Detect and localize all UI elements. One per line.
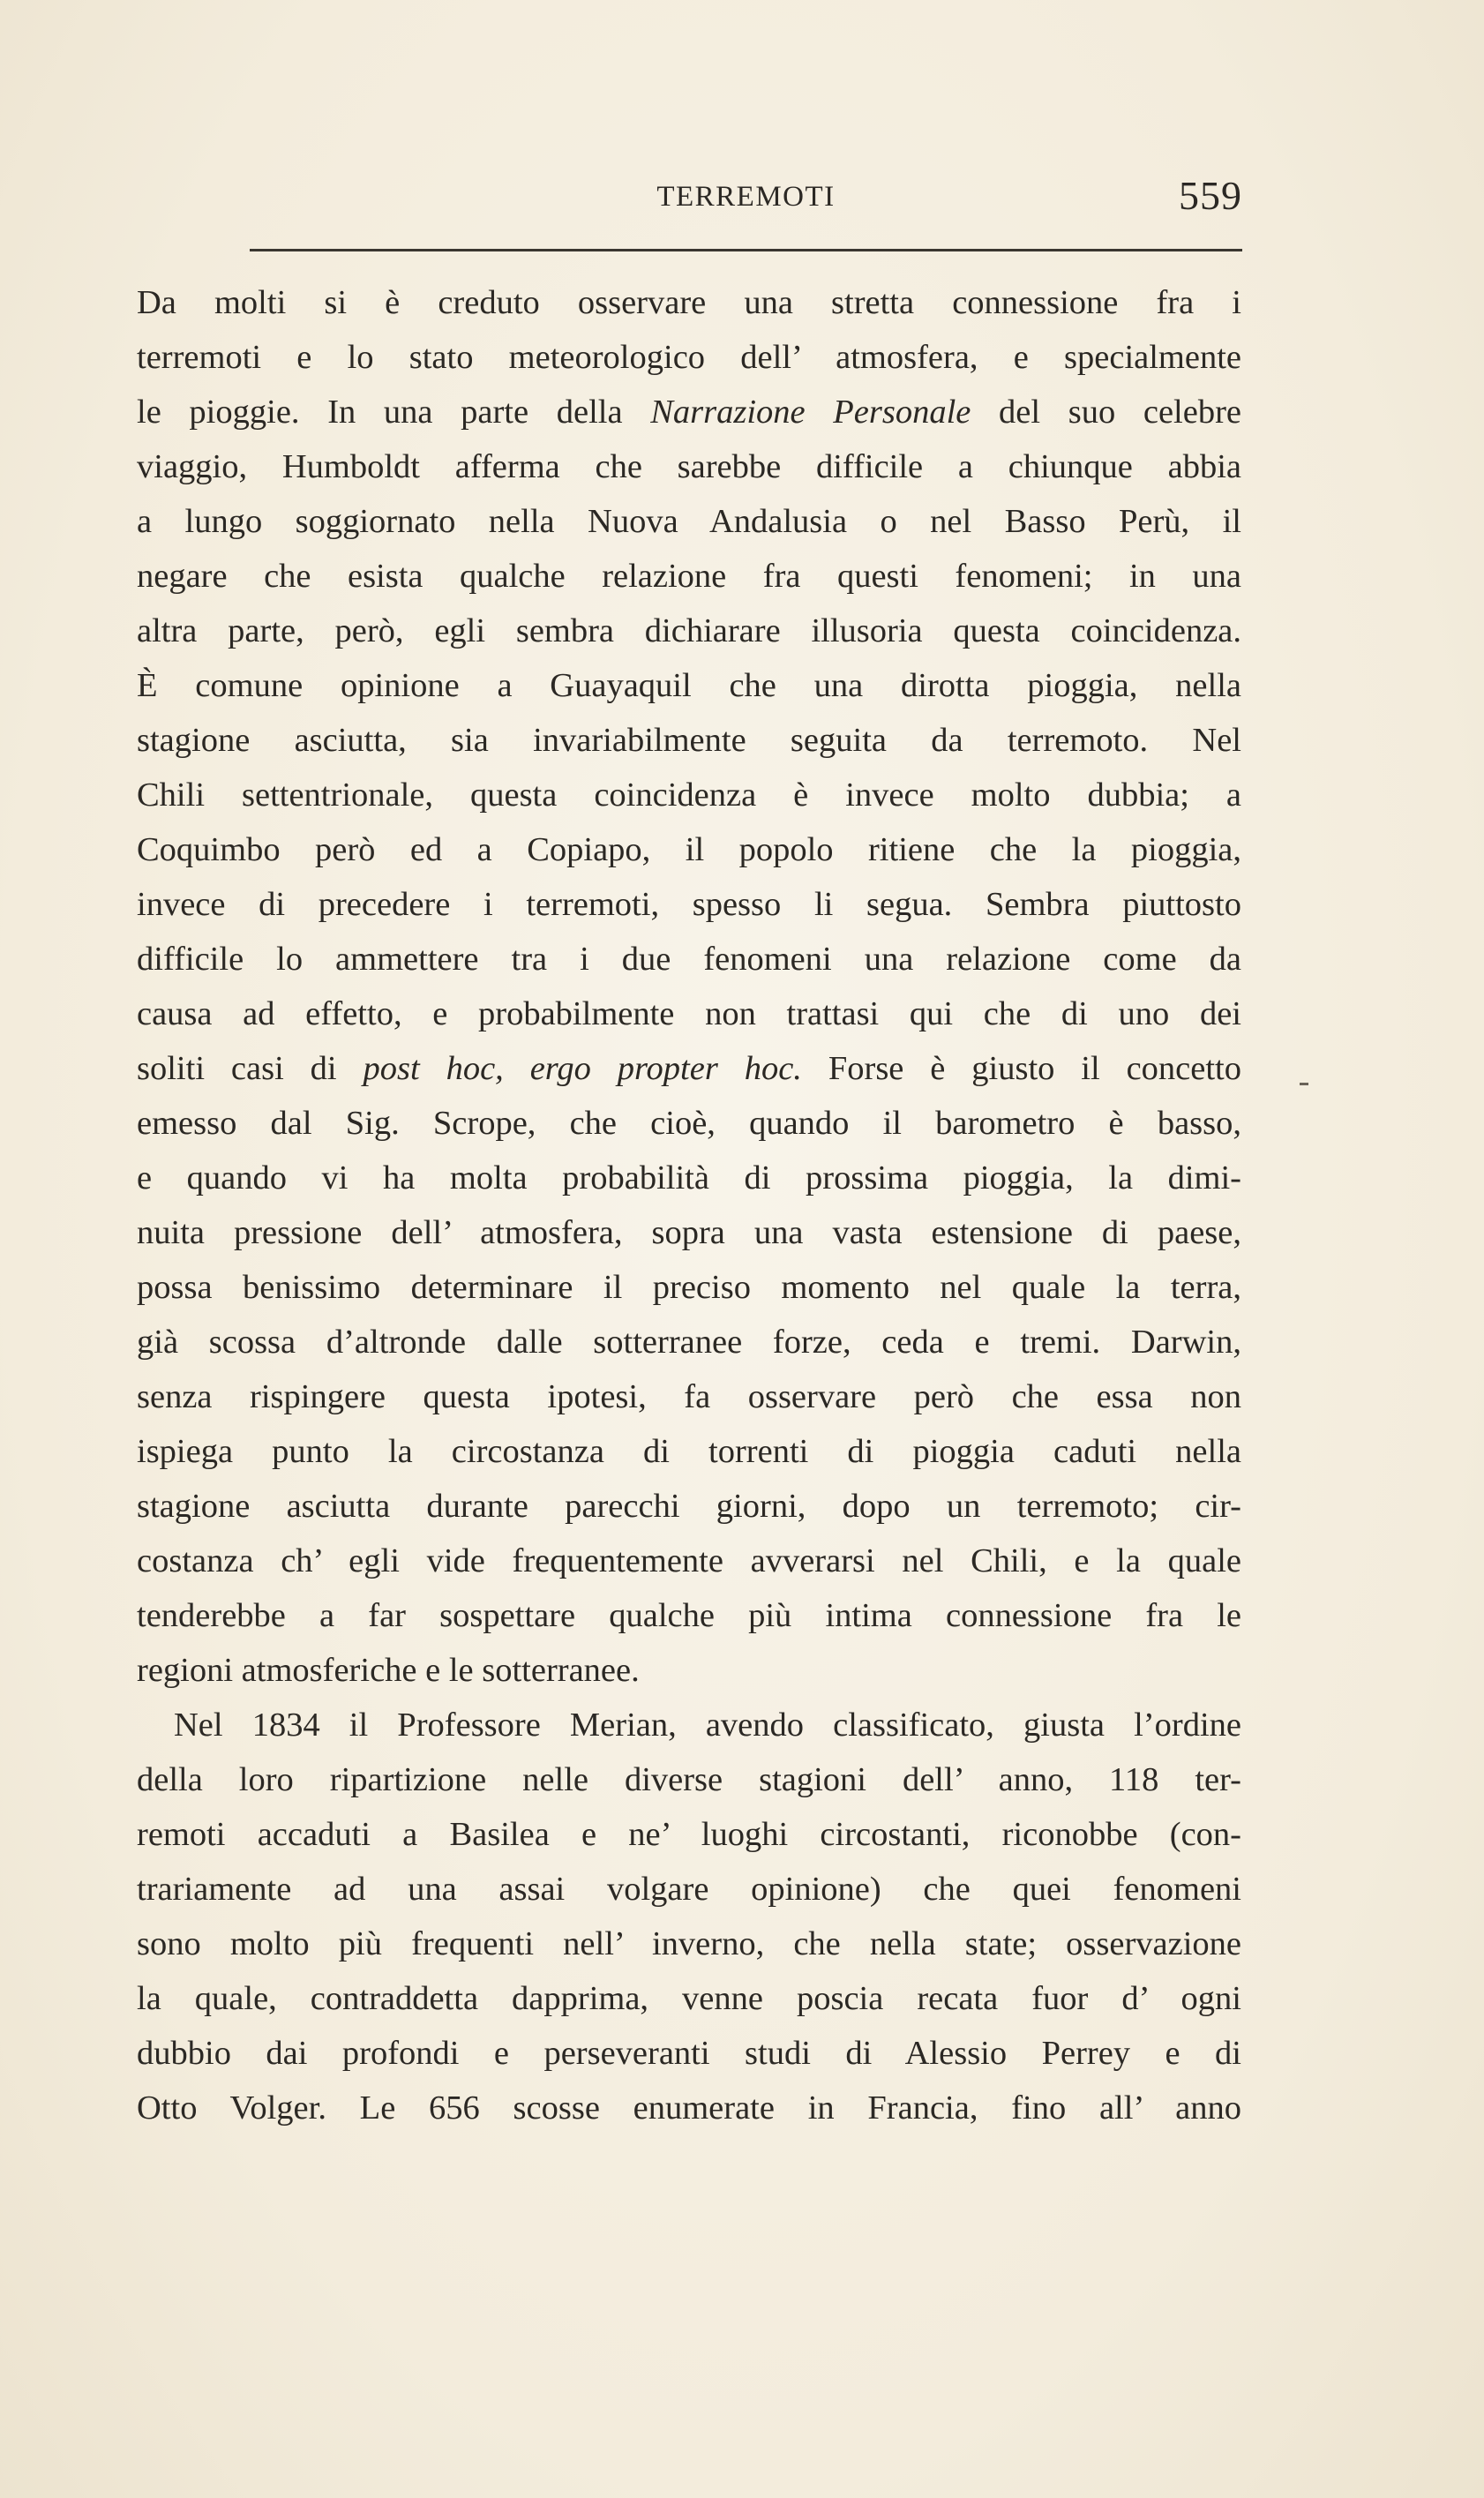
text-line [137, 1205, 1241, 1260]
text-segment: e quando vi ha molta probabilità di prossima pioggia, la dimi- [137, 1159, 1241, 1196]
text-line [137, 330, 1241, 385]
text-line [137, 768, 1241, 822]
text-line [137, 1862, 1241, 1917]
text-line [137, 1479, 1241, 1534]
text-line [137, 822, 1241, 877]
text-line [137, 1260, 1241, 1315]
text-segment: remoti accaduti a Basilea e ne’ luoghi circostanti, riconobbe (con- [137, 1816, 1241, 1853]
margin-mark [1300, 1083, 1308, 1085]
text-line [137, 275, 1241, 330]
text-line [137, 713, 1241, 768]
text-segment: altra parte, però, egli sembra dichiarare illusoria questa coincidenza. [137, 612, 1241, 649]
text-segment: terremoti e lo stato meteorologico dell’ atmosfera, e specialmente [137, 339, 1241, 376]
text-line [137, 2081, 1241, 2135]
text-line [137, 1424, 1241, 1479]
text-line [137, 1315, 1241, 1369]
text-segment: difficile lo ammettere tra i due fenomeni una relazione come da [137, 941, 1241, 978]
page-number: 559 [1179, 173, 1242, 218]
text-segment: Forse è giusto il concetto [801, 1050, 1241, 1087]
text-line [137, 549, 1241, 604]
text-segment: trariamente ad una assai volgare opinione) che quei fenomeni [137, 1871, 1241, 1908]
text-segment: la quale, contraddetta dapprima, venne poscia recata fuor d’ ogni [137, 1980, 1241, 2017]
text-segment: emesso dal Sig. Scrope, che cioè, quando il barometro è basso, [137, 1105, 1241, 1142]
text-segment: già scossa d’altronde dalle sotterranee forze, ceda e tremi. Darwin, [137, 1324, 1241, 1361]
text-line [137, 1971, 1241, 2026]
text-segment: costanza ch’ egli vide frequentemente avverarsi nel Chili, e la quale [137, 1542, 1241, 1579]
text-segment: nuita pressione dell’ atmosfera, sopra una vasta estensione di paese, [137, 1214, 1241, 1251]
text-segment: Chili settentrionale, questa coincidenza è invece molto dubbia; a [137, 776, 1241, 814]
text-line [137, 494, 1241, 549]
text-line [137, 877, 1241, 932]
text-line [137, 658, 1241, 713]
text-segment: ispiega punto la circostanza di torrenti di pioggia caduti nella [137, 1433, 1241, 1470]
text-segment: causa ad effetto, e probabilmente non trattasi qui che di uno dei [137, 995, 1241, 1032]
text-segment: Da molti si è creduto osservare una stretta connessione fra i [137, 284, 1241, 321]
text-line [137, 1643, 1241, 1698]
text-segment: della loro ripartizione nelle diverse stagioni dell’ anno, 118 ter- [137, 1761, 1241, 1798]
text-segment: Nel 1834 il Professore Merian, avendo classificato, giusta l’ordine [174, 1707, 1241, 1744]
text-line [137, 1041, 1241, 1096]
italic-text: post hoc, ergo propter hoc. [363, 1050, 802, 1087]
text-line [137, 1698, 1241, 1752]
body-text [137, 275, 1241, 2135]
text-segment: Coquimbo però ed a Copiapo, il popolo ritiene che la pioggia, [137, 831, 1241, 868]
text-line [137, 385, 1241, 439]
text-segment: negare che esista qualche relazione fra questi fenomeni; in una [137, 558, 1241, 595]
running-title: TERREMOTI [656, 181, 836, 213]
text-line [137, 932, 1241, 986]
text-line [137, 1369, 1241, 1424]
text-segment: viaggio, Humboldt afferma che sarebbe difficile a chiunque abbia [137, 448, 1241, 485]
text-segment: sono molto più frequenti nell’ inverno, che nella state; osservazione [137, 1925, 1241, 1962]
text-segment: Otto Volger. Le 656 scosse enumerate in Francia, fino all’ anno [137, 2089, 1241, 2127]
text-segment: regioni atmosferiche e le sotterranee. [137, 1652, 640, 1689]
text-segment: È comune opinione a Guayaquil che una dirotta pioggia, nella [137, 667, 1241, 704]
text-line [137, 1917, 1241, 1971]
text-segment: dubbio dai profondi e perseveranti studi di Alessio Perrey e di [137, 2035, 1241, 2072]
text-line [137, 1151, 1241, 1205]
text-line [137, 1096, 1241, 1151]
text-segment: stagione asciutta, sia invariabilmente seguita da terremoto. Nel [137, 722, 1241, 759]
text-segment: stagione asciutta durante parecchi giorni, dopo un terremoto; cir- [137, 1488, 1241, 1525]
text-segment: le pioggie. In una parte della [137, 394, 651, 431]
text-segment: tenderebbe a far sospettare qualche più intima connessione fra le [137, 1597, 1241, 1634]
text-line [137, 439, 1241, 494]
text-line [137, 986, 1241, 1041]
text-line [137, 1534, 1241, 1588]
text-line [137, 604, 1241, 658]
italic-text: Narrazione Personale [650, 394, 971, 431]
running-head [250, 172, 1242, 225]
text-line [137, 2026, 1241, 2081]
text-segment: a lungo soggiornato nella Nuova Andalusia o nel Basso Perù, il [137, 503, 1241, 540]
text-segment: possa benissimo determinare il preciso momento nel quale la terra, [137, 1269, 1241, 1306]
text-line [137, 1807, 1241, 1862]
text-segment: invece di precedere i terremoti, spesso li segua. Sembra piuttosto [137, 886, 1241, 923]
text-segment: senza rispingere questa ipotesi, fa osservare però che essa non [137, 1378, 1241, 1415]
header-rule [250, 249, 1242, 251]
text-segment: soliti casi di [137, 1050, 364, 1087]
text-line [137, 1588, 1241, 1643]
text-line [137, 1752, 1241, 1807]
text-segment: del suo celebre [971, 394, 1241, 431]
